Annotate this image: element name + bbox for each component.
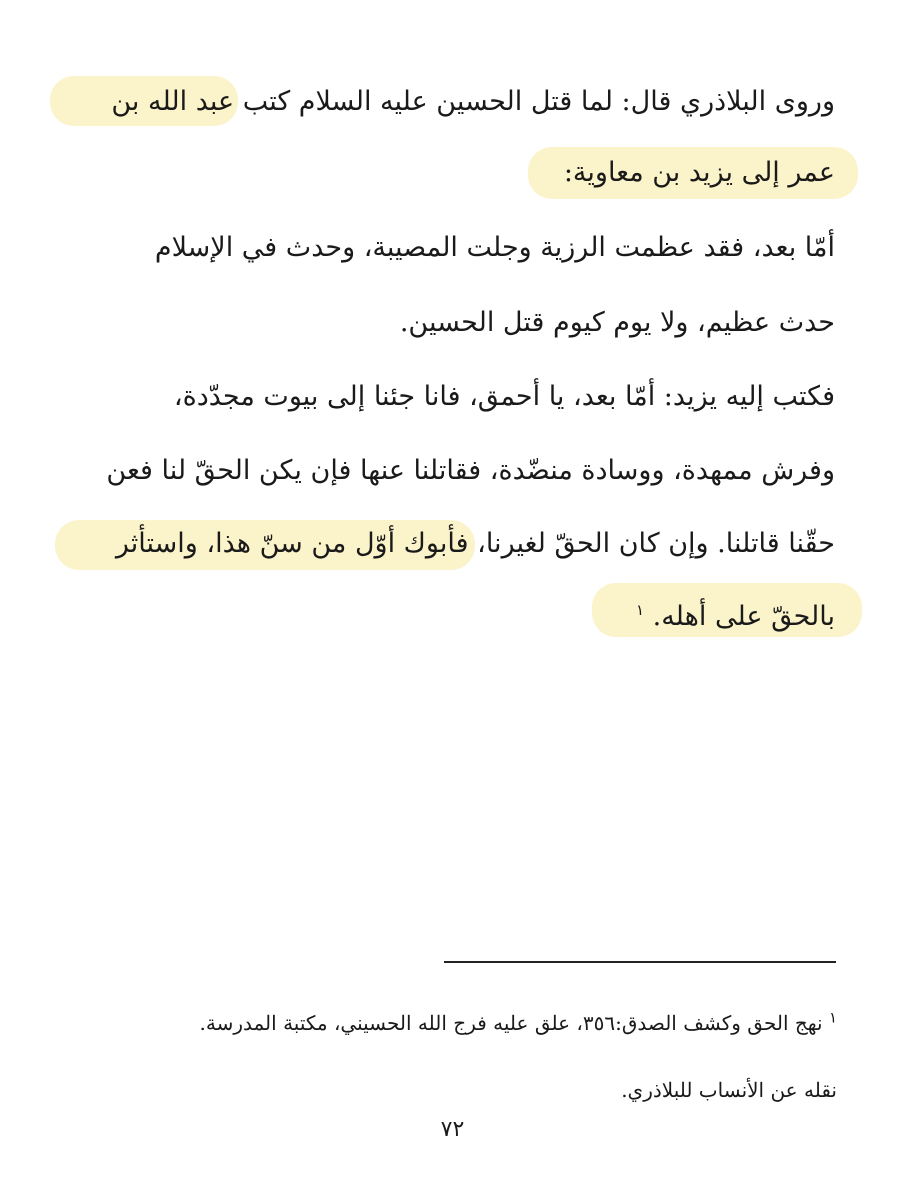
body-line-5: فكتب إليه يزيد: أمّا بعد، يا أحمق، فانا جئنا إلى بيوت مجدّدة،	[173, 381, 835, 412]
body-line-8	[636, 597, 835, 637]
body-line-1: وروى البلاذري قال: لما قتل الحسين عليه السلام كتب عبد الله بن	[111, 86, 835, 117]
body-line-7: حقّنا قاتلنا. وإن كان الحقّ لغيرنا، فأبوك أوّل من سنّ هذا، واستأثر	[115, 528, 835, 559]
footnote-line-1	[200, 1008, 838, 1038]
body-line-3: أمّا بعد، فقد عظمت الرزية وجلت المصيبة، وحدث في الإسلام	[154, 232, 835, 263]
page-number: ٧٢	[440, 1117, 465, 1142]
footnote-text-1: نهج الحق وكشف الصدق:٣٥٦، علق عليه فرج الله الحسيني، مكتبة المدرسة.	[199, 1011, 823, 1035]
body-line-8-text: بالحقّ على أهله.	[652, 601, 835, 632]
body-line-4: حدث عظيم، ولا يوم كيوم قتل الحسين.	[399, 307, 835, 338]
footnote-reference[interactable]: ١	[635, 601, 645, 619]
footnote-marker: ١	[828, 1008, 837, 1027]
footnote-line-2: نقله عن الأنساب للبلاذري.	[621, 1078, 837, 1102]
footnote-divider	[444, 961, 836, 963]
body-line-2: عمر إلى يزيد بن معاوية:	[563, 157, 835, 188]
body-line-6: وفرش ممهدة، ووسادة منضّدة، فقاتلنا عنها فإن يكن الحقّ لنا فعن	[106, 455, 835, 486]
